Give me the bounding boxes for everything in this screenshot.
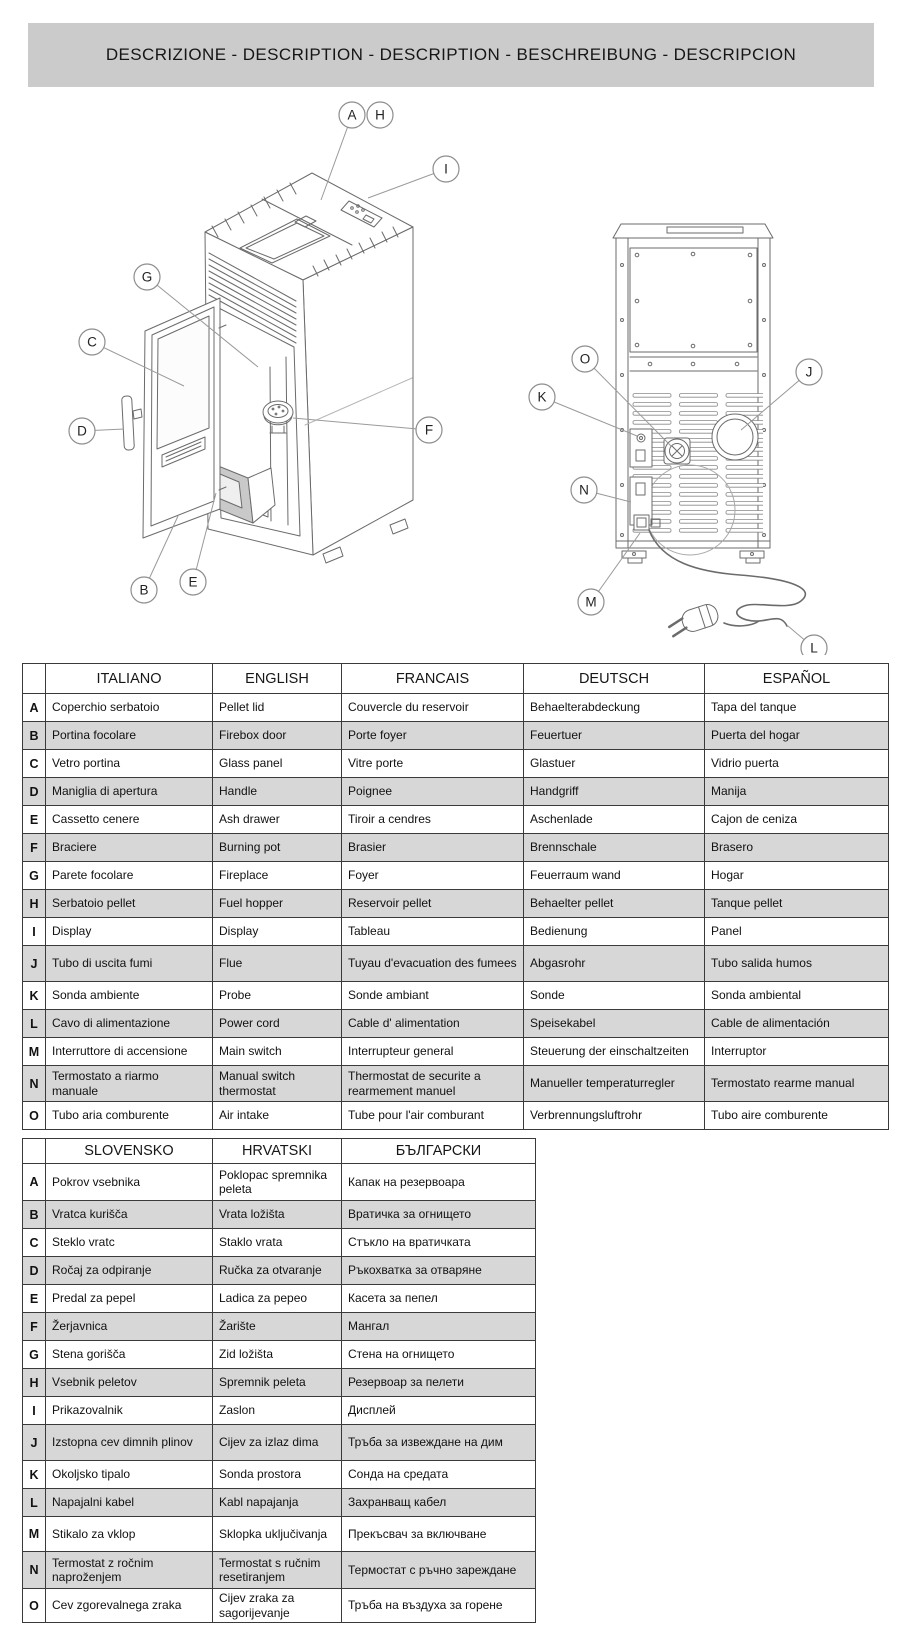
cell: Дисплей <box>342 1397 536 1425</box>
cell: Fuel hopper <box>213 890 342 918</box>
cell: Pokrov vsebnika <box>46 1164 213 1201</box>
table-row-I <box>23 1397 536 1425</box>
row-key: D <box>23 778 46 806</box>
table-row-F <box>23 1313 536 1341</box>
cell: Капак на резервоара <box>342 1164 536 1201</box>
key-column-header <box>23 664 46 694</box>
cell: Tubo salida humos <box>705 946 889 982</box>
cell: Tubo di uscita fumi <box>46 946 213 982</box>
header-row <box>23 1139 536 1164</box>
cell: Abgasrohr <box>524 946 705 982</box>
cell: Manueller temperaturregler <box>524 1066 705 1102</box>
table-row-J <box>23 1425 536 1461</box>
cell: Fireplace <box>213 862 342 890</box>
cell: Термостат с ръчно зареждане <box>342 1552 536 1589</box>
cell: Cajon de ceniza <box>705 806 889 834</box>
cell: Air intake <box>213 1102 342 1130</box>
cell: Vrata ložišta <box>213 1201 342 1229</box>
cell: Steuerung der einschaltzeiten <box>524 1038 705 1066</box>
table-row-A <box>23 1164 536 1201</box>
key-column-header <box>23 1139 46 1164</box>
row-key: C <box>23 750 46 778</box>
table-row-O <box>23 1102 889 1130</box>
cell: Serbatoio pellet <box>46 890 213 918</box>
cell: Foyer <box>342 862 524 890</box>
cell: Vetro portina <box>46 750 213 778</box>
callout-H <box>367 102 393 128</box>
row-key: I <box>23 918 46 946</box>
cell: Porte foyer <box>342 722 524 750</box>
cell: Тръба за извеждане на дим <box>342 1425 536 1461</box>
svg-text:K: K <box>537 389 547 405</box>
cell: Maniglia di apertura <box>46 778 213 806</box>
cell: Zid ložišta <box>213 1341 342 1369</box>
callout-I <box>368 156 459 198</box>
row-key: E <box>23 1285 46 1313</box>
cell: Handgriff <box>524 778 705 806</box>
cell: Glass panel <box>213 750 342 778</box>
cell: Predal za pepel <box>46 1285 213 1313</box>
cell: Reservoir pellet <box>342 890 524 918</box>
cell: Касета за пепел <box>342 1285 536 1313</box>
row-key: C <box>23 1229 46 1257</box>
svg-text:G: G <box>141 269 153 285</box>
language-header: БЪЛГАРСКИ <box>342 1139 536 1164</box>
table-row-H <box>23 890 889 918</box>
cell: Interrupteur general <box>342 1038 524 1066</box>
cell: Kabl napajanja <box>213 1489 342 1517</box>
cell: Стена на огнището <box>342 1341 536 1369</box>
cell: Couvercle du reservoir <box>342 694 524 722</box>
cell: Spremnik peleta <box>213 1369 342 1397</box>
cell: Interruttore di accensione <box>46 1038 213 1066</box>
cell: Speisekabel <box>524 1010 705 1038</box>
stove-front-drawing <box>122 173 413 563</box>
table-row-O <box>23 1589 536 1623</box>
cell: Tapa del tanque <box>705 694 889 722</box>
cell: Мангал <box>342 1313 536 1341</box>
cell: Cable de alimentación <box>705 1010 889 1038</box>
row-key: I <box>23 1397 46 1425</box>
cell: Tanque pellet <box>705 890 889 918</box>
table-row-I <box>23 918 889 946</box>
languages-table-secondary <box>22 1138 536 1623</box>
row-key: N <box>23 1552 46 1589</box>
row-key: N <box>23 1066 46 1102</box>
cell: Stikalo za vklop <box>46 1517 213 1552</box>
cell: Manual switch thermostat <box>213 1066 342 1102</box>
svg-text:E: E <box>188 574 198 590</box>
cell: Flue <box>213 946 342 982</box>
cell: Napajalni kabel <box>46 1489 213 1517</box>
svg-text:B: B <box>139 582 149 598</box>
cell: Brasier <box>342 834 524 862</box>
languages-table-main <box>22 663 889 1130</box>
cell: Termostato rearme manual <box>705 1066 889 1102</box>
row-key: M <box>23 1517 46 1552</box>
cell: Probe <box>213 982 342 1010</box>
row-key: H <box>23 1369 46 1397</box>
table-row-B <box>23 1201 536 1229</box>
cell: Handle <box>213 778 342 806</box>
svg-text:M: M <box>585 594 597 610</box>
cell: Cable d' alimentation <box>342 1010 524 1038</box>
cell: Stena gorišča <box>46 1341 213 1369</box>
callout-L <box>788 626 827 655</box>
table-row-N <box>23 1552 536 1589</box>
table-row-J <box>23 946 889 982</box>
row-key: F <box>23 1313 46 1341</box>
cell: Coperchio serbatoio <box>46 694 213 722</box>
row-key: A <box>23 1164 46 1201</box>
cell: Termostato a riarmo manuale <box>46 1066 213 1102</box>
cell: Ručka za otvaranje <box>213 1257 342 1285</box>
cell: Behaelterabdeckung <box>524 694 705 722</box>
cell: Tube pour l'air comburant <box>342 1102 524 1130</box>
cell: Сонда на средата <box>342 1461 536 1489</box>
cell: Vitre porte <box>342 750 524 778</box>
cell: Prikazovalnik <box>46 1397 213 1425</box>
table-row-E <box>23 806 889 834</box>
cell: Sonda prostora <box>213 1461 342 1489</box>
cell: Okoljsko tipalo <box>46 1461 213 1489</box>
row-key: H <box>23 890 46 918</box>
cell: Izstopna cev dimnih plinov <box>46 1425 213 1461</box>
cell: Termostat s ručnim resetiranjem <box>213 1552 342 1589</box>
cell: Puerta del hogar <box>705 722 889 750</box>
cell: Ladica za pepeo <box>213 1285 342 1313</box>
row-key: M <box>23 1038 46 1066</box>
row-key: K <box>23 1461 46 1489</box>
cell: Bedienung <box>524 918 705 946</box>
cell: Vsebnik peletov <box>46 1369 213 1397</box>
svg-text:H: H <box>375 107 385 123</box>
cell: Thermostat de securite a rearmement manuel <box>342 1066 524 1102</box>
table-row-L <box>23 1010 889 1038</box>
cell: Zaslon <box>213 1397 342 1425</box>
table-row-N <box>23 1066 889 1102</box>
row-key: B <box>23 722 46 750</box>
row-key: B <box>23 1201 46 1229</box>
cell: Parete focolare <box>46 862 213 890</box>
language-header: FRANCAIS <box>342 664 524 694</box>
cell: Poklopac spremnika peleta <box>213 1164 342 1201</box>
cell: Tubo aria comburente <box>46 1102 213 1130</box>
cell: Прекъсвач за включване <box>342 1517 536 1552</box>
svg-text:O: O <box>579 351 591 367</box>
cell: Poignee <box>342 778 524 806</box>
row-key: D <box>23 1257 46 1285</box>
cell: Стъкло на вратичката <box>342 1229 536 1257</box>
cell: Cev zgorevalnega zraka <box>46 1589 213 1623</box>
table-row-A <box>23 694 889 722</box>
table-row-E <box>23 1285 536 1313</box>
cell: Brennschale <box>524 834 705 862</box>
cell: Brasero <box>705 834 889 862</box>
cell: Sonda ambiente <box>46 982 213 1010</box>
row-key: L <box>23 1010 46 1038</box>
cell: Tiroir a cendres <box>342 806 524 834</box>
table-row-C <box>23 750 889 778</box>
svg-text:N: N <box>579 482 589 498</box>
cell: Termostat z ročnim naproženjem <box>46 1552 213 1589</box>
cell: Steklo vratc <box>46 1229 213 1257</box>
cell: Display <box>46 918 213 946</box>
cell: Tableau <box>342 918 524 946</box>
table-row-B <box>23 722 889 750</box>
callout-D <box>69 418 124 444</box>
cell: Žerjavnica <box>46 1313 213 1341</box>
cell: Verbrennungsluftrohr <box>524 1102 705 1130</box>
table-row-G <box>23 1341 536 1369</box>
cell: Behaelter pellet <box>524 890 705 918</box>
row-key: E <box>23 806 46 834</box>
table-row-D <box>23 778 889 806</box>
power-plug <box>666 602 720 638</box>
table-row-M <box>23 1517 536 1552</box>
row-key: G <box>23 1341 46 1369</box>
cell: Display <box>213 918 342 946</box>
cell: Feuerraum wand <box>524 862 705 890</box>
cell: Firebox door <box>213 722 342 750</box>
cell: Vidrio puerta <box>705 750 889 778</box>
cell: Tuyau d'evacuation des fumees <box>342 946 524 982</box>
table-row-G <box>23 862 889 890</box>
cell: Aschenlade <box>524 806 705 834</box>
svg-text:C: C <box>87 334 97 350</box>
table-row-H <box>23 1369 536 1397</box>
table-row-L <box>23 1489 536 1517</box>
cell: Резервоар за пелети <box>342 1369 536 1397</box>
cell: Sonde ambiant <box>342 982 524 1010</box>
table-row-D <box>23 1257 536 1285</box>
language-header: ITALIANO <box>46 664 213 694</box>
table-row-C <box>23 1229 536 1257</box>
cell: Power cord <box>213 1010 342 1038</box>
header-row <box>23 664 889 694</box>
cell: Pellet lid <box>213 694 342 722</box>
svg-text:F: F <box>424 422 434 438</box>
cell: Cassetto cenere <box>46 806 213 834</box>
cell: Panel <box>705 918 889 946</box>
svg-text:J: J <box>805 364 813 380</box>
row-key: F <box>23 834 46 862</box>
cell: Sklopka uključivanja <box>213 1517 342 1552</box>
page-title: DESCRIZIONE - DESCRIPTION - DESCRIPTION - BESCHREIBUNG - DESCRIPCION <box>28 23 874 87</box>
svg-text:D: D <box>77 423 87 439</box>
cell: Feuertuer <box>524 722 705 750</box>
language-header: ENGLISH <box>213 664 342 694</box>
cell: Hogar <box>705 862 889 890</box>
table-row-F <box>23 834 889 862</box>
cell: Вратичка за огнището <box>342 1201 536 1229</box>
stove-back-drawing <box>613 224 805 638</box>
language-header: DEUTSCH <box>524 664 705 694</box>
row-key: L <box>23 1489 46 1517</box>
cell: Main switch <box>213 1038 342 1066</box>
cell: Ročaj za odpiranje <box>46 1257 213 1285</box>
cell: Braciere <box>46 834 213 862</box>
cell: Ръкохватка за отваряне <box>342 1257 536 1285</box>
row-key: K <box>23 982 46 1010</box>
cell: Sonde <box>524 982 705 1010</box>
cell: Cavo di alimentazione <box>46 1010 213 1038</box>
cell: Burning pot <box>213 834 342 862</box>
language-header: HRVATSKI <box>213 1139 342 1164</box>
cell: Sonda ambiental <box>705 982 889 1010</box>
row-key: A <box>23 694 46 722</box>
table-row-K <box>23 1461 536 1489</box>
language-header: ESPAÑOL <box>705 664 889 694</box>
cell: Vratca kurišča <box>46 1201 213 1229</box>
row-key: G <box>23 862 46 890</box>
cell: Захранващ кабел <box>342 1489 536 1517</box>
cell: Cijev za izlaz dima <box>213 1425 342 1461</box>
cell: Ash drawer <box>213 806 342 834</box>
cell: Tubo aire comburente <box>705 1102 889 1130</box>
cell: Interruptor <box>705 1038 889 1066</box>
cell: Manija <box>705 778 889 806</box>
cell: Cijev zraka za sagorijevanje <box>213 1589 342 1623</box>
table-row-K <box>23 982 889 1010</box>
cell: Тръба на въздуха за горене <box>342 1589 536 1623</box>
svg-text:L: L <box>810 640 818 655</box>
table-row-M <box>23 1038 889 1066</box>
cell: Portina focolare <box>46 722 213 750</box>
cell: Staklo vrata <box>213 1229 342 1257</box>
row-key: J <box>23 946 46 982</box>
stove-diagrams <box>0 95 903 655</box>
callout-M <box>578 533 640 615</box>
svg-text:A: A <box>347 107 357 123</box>
svg-text:I: I <box>444 161 448 177</box>
row-key: O <box>23 1102 46 1130</box>
language-header: SLOVENSKO <box>46 1139 213 1164</box>
row-key: O <box>23 1589 46 1623</box>
cell: Glastuer <box>524 750 705 778</box>
row-key: J <box>23 1425 46 1461</box>
cell: Žarište <box>213 1313 342 1341</box>
